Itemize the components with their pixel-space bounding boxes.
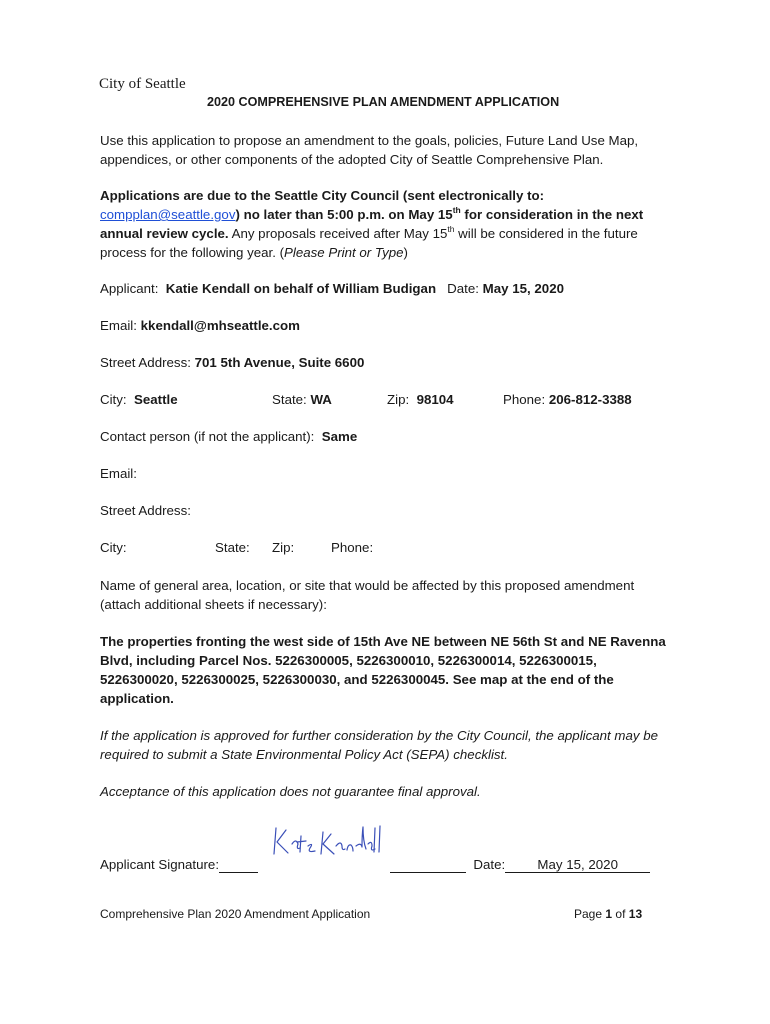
applicant-phone-value: 206-812-3388 (548, 392, 632, 407)
applicant-phone-group (503, 392, 632, 407)
signature-date-value: May 15, 2020 (505, 857, 650, 873)
applicant-city-label: City: (100, 392, 127, 407)
applicant-state-value: WA (310, 392, 332, 407)
print-type-note: Please Print or Type (284, 245, 404, 260)
contact-street-label: Street Address: (100, 503, 191, 518)
applicant-phone-label: Phone: (503, 392, 546, 407)
applicant-row (100, 281, 564, 296)
applicant-date-label: Date: (447, 281, 479, 296)
applicant-zip-label: Zip: (387, 392, 410, 407)
applicant-email-value: kkendall@mhseattle.com (140, 318, 300, 333)
applicant-zip-value: 98104 (416, 392, 454, 407)
applicant-email-label: Email: (100, 318, 137, 333)
due-lead: Applications are due to the Seattle City Council (sent electronically to: (100, 188, 545, 203)
of-word: of (615, 907, 626, 921)
acceptance-note: Acceptance of this application does not guarantee final approval. (100, 784, 481, 799)
due-late-sup: th (447, 223, 455, 234)
footer-left: Comprehensive Plan 2020 Amendment Application (100, 907, 371, 921)
applicant-street-label: Street Address: (100, 355, 191, 370)
applicant-email-row (100, 318, 300, 333)
document-title: 2020 COMPREHENSIVE PLAN AMENDMENT APPLICATION (207, 95, 560, 109)
due-paragraph (100, 186, 670, 262)
signature-label: Applicant Signature: (100, 857, 220, 872)
intro-paragraph: Use this application to propose an amendment to the goals, policies, Future Land Use Map, appendices, or other components of the adopted City of Seattle Comprehensive Plan. (100, 133, 639, 167)
contact-value: Same (321, 429, 358, 444)
due-deadline: ) no later than 5:00 p.m. on May 15 (235, 207, 453, 222)
signature-date-row (390, 857, 650, 873)
signature-line-right (390, 857, 466, 873)
page-word: Page (574, 907, 603, 921)
page-total: 13 (628, 907, 643, 921)
applicant-street-value: 701 5th Avenue, Suite 6600 (194, 355, 365, 370)
applicant-state-label: State: (272, 392, 307, 407)
applicant-zip-group (387, 392, 454, 407)
page-number (574, 907, 642, 921)
page-current: 1 (605, 907, 613, 921)
area-prompt: Name of general area, location, or site that would be affected by this proposed amendment (attach additional sheets if necessary): (100, 578, 635, 612)
due-deadline-sup: th (452, 204, 461, 215)
city-name: City of Seattle (99, 76, 186, 92)
area-answer: The properties fronting the west side of 15th Ave NE between NE 56th St and NE Ravenna Blvd, including Parcel Nos. 5226300005, 5226300010, 5226300014, 5226300015, 5226300020, 5226300025, 5226300030, and 5226300045. See map at the end of the application. (100, 634, 666, 706)
contact-row (100, 429, 357, 444)
applicant-street-row (100, 355, 364, 370)
sepa-note: If the application is approved for further consideration by the City Council, the applicant may be required to submit a State Environmental Policy Act (SEPA) checklist. (100, 728, 659, 762)
applicant-city-value: Seattle (134, 392, 178, 407)
contact-email-label: Email: (100, 466, 137, 481)
contact-state-label: State: (215, 540, 250, 555)
applicant-value: Katie Kendall on behalf of William Budigan (165, 281, 437, 296)
due-close: ) (403, 245, 408, 260)
applicant-date-value: May 15, 2020 (482, 281, 564, 296)
due-future: will be considered in the future process for the following year. ( (100, 226, 638, 260)
applicant-state-group (272, 392, 332, 407)
due-cycle: for consideration in the next annual review cycle. (100, 207, 644, 241)
applicant-label: Applicant: (100, 281, 159, 296)
contact-city-label: City: (100, 540, 127, 555)
signature-date-label: Date: (473, 857, 506, 872)
contact-phone-label: Phone: (331, 540, 374, 555)
applicant-city-group (100, 392, 178, 407)
signature-line-left (219, 857, 258, 873)
contact-zip-label: Zip: (272, 540, 295, 555)
handwritten-signature (268, 818, 386, 862)
signature-row (100, 857, 258, 873)
due-late: Any proposals received after May 15 (228, 226, 448, 241)
contact-label: Contact person (if not the applicant): (100, 429, 315, 444)
council-email-link[interactable]: compplan@seattle.gov (100, 207, 236, 222)
